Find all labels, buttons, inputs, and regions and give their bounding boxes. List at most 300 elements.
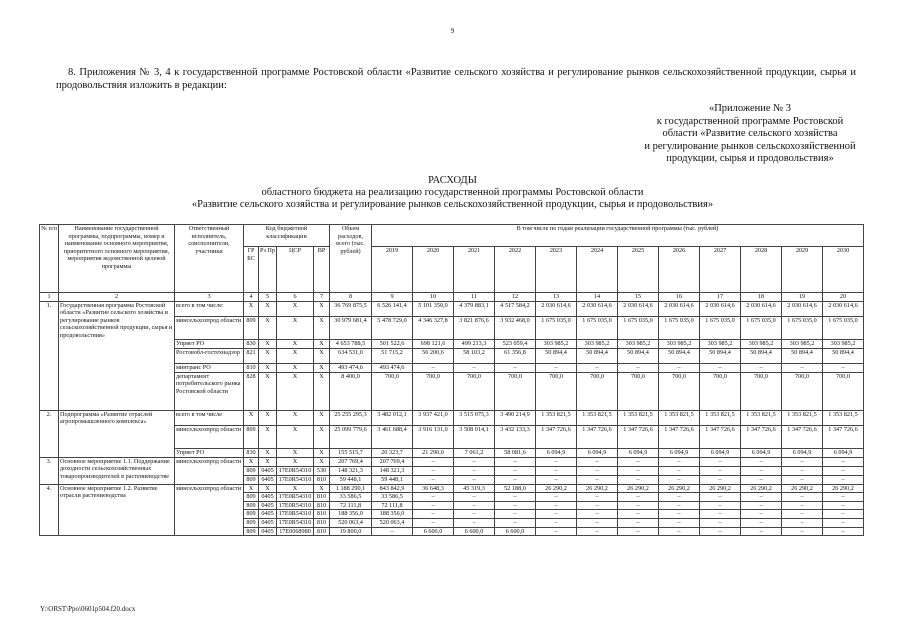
column-number: 14 (577, 293, 618, 302)
cell-amount: – (782, 457, 823, 466)
document-title: РАСХОДЫ (428, 175, 477, 186)
cell-responsible: всего в том числе: (175, 301, 244, 316)
cell-amount: – (618, 493, 659, 502)
cell-amount: – (536, 457, 577, 466)
cell-code: X (314, 301, 330, 316)
program-title: «Развитие сельского хозяйства и регулирование рынков сельскохозяйственной продукции, сырья и продовольствия» (191, 199, 714, 210)
cell-amount: – (741, 475, 782, 484)
expenses-table (39, 224, 864, 536)
cell-amount: 2 030 614,6 (659, 301, 700, 316)
cell-code: 809 (244, 466, 259, 475)
cell-amount: – (495, 466, 536, 475)
column-number: 20 (823, 293, 864, 302)
cell-code: X (277, 410, 314, 425)
cell-amount: 50 894,4 (577, 348, 618, 363)
cell-amount: – (741, 363, 782, 372)
cell-amount: 26 290,2 (741, 484, 782, 493)
cell-amount: 45 319,3 (454, 484, 495, 493)
cell-code: 0405 (259, 475, 277, 484)
cell-responsible: минтранс РО (175, 363, 244, 372)
table-row (40, 301, 864, 316)
cell-code: X (277, 457, 314, 466)
cell-amount: 1 347 726,6 (700, 425, 741, 448)
cell-code: X (314, 316, 330, 339)
cell-amount: – (577, 363, 618, 372)
cell-code: 17Е0R54310 (277, 493, 314, 502)
cell-code: 810 (314, 475, 330, 484)
cell-code: 830 (244, 339, 259, 348)
cell-amount: – (495, 493, 536, 502)
cell-amount: – (413, 475, 454, 484)
cell-amount: 520 063,4 (330, 518, 372, 527)
cell-code: X (259, 457, 277, 466)
cell-amount: 3 821 876,6 (454, 316, 495, 339)
cell-amount: 3 490 214,9 (495, 410, 536, 425)
cell-code: 809 (244, 425, 259, 448)
cell-amount: – (823, 527, 864, 536)
cell-amount: – (577, 518, 618, 527)
cell-amount: 4 379 883,1 (454, 301, 495, 316)
cell-code: X (244, 410, 259, 425)
cell-amount: – (454, 510, 495, 519)
cell-code: 828 (244, 372, 259, 410)
cell-amount: 6 094,9 (782, 448, 823, 457)
cell-amount: – (659, 501, 700, 510)
cell-amount: – (577, 475, 618, 484)
header-year: 2024 (577, 247, 618, 293)
cell-code: X (244, 301, 259, 316)
cell-amount: – (700, 466, 741, 475)
cell-amount: – (536, 518, 577, 527)
cell-code: 0405 (259, 493, 277, 502)
cell-amount: 303 985,2 (618, 339, 659, 348)
cell-amount: 1 675 035,0 (823, 316, 864, 339)
cell-amount: 20 323,7 (372, 448, 413, 457)
cell-amount: 148 321,3 (372, 466, 413, 475)
cell-amount: 1 353 821,5 (741, 410, 782, 425)
cell-name: Основное мероприятие 1.1. Поддержание доходности сельскохозяйственных товаропроизводителей в растениеводстве (59, 457, 175, 484)
cell-responsible: всего в том числе (175, 410, 244, 425)
cell-amount: 3 937 421,0 (413, 410, 454, 425)
cell-amount: – (536, 475, 577, 484)
table-row (40, 457, 864, 466)
cell-amount: 1 675 035,0 (782, 316, 823, 339)
cell-code: X (259, 425, 277, 448)
cell-amount: – (823, 457, 864, 466)
header-year: 2021 (454, 247, 495, 293)
cell-amount: 698 121,6 (413, 339, 454, 348)
cell-num: 4. (40, 484, 59, 536)
appendix-line: и регулирование рынков сельскохозяйственной (644, 140, 856, 152)
cell-amount: 1 347 726,6 (536, 425, 577, 448)
appendix-caption (540, 103, 905, 166)
cell-amount: 303 985,2 (659, 339, 700, 348)
appendix-line: «Приложение № 3 (708, 103, 792, 114)
cell-code: X (259, 484, 277, 493)
cell-name: Основное мероприятие 1.2. Развитие отрасли растениеводства (59, 484, 175, 536)
cell-code: X (259, 301, 277, 316)
cell-amount: 6 094,9 (700, 448, 741, 457)
cell-code: 810 (244, 363, 259, 372)
cell-amount: 50 894,4 (700, 348, 741, 363)
cell-code: X (244, 484, 259, 493)
header-year: 2030 (823, 247, 864, 293)
cell-amount: 50 894,4 (782, 348, 823, 363)
cell-amount: 36 648,3 (413, 484, 454, 493)
cell-amount: – (823, 363, 864, 372)
cell-amount: 30 979 681,4 (330, 316, 372, 339)
cell-code: 809 (244, 501, 259, 510)
cell-amount: – (823, 466, 864, 475)
cell-amount: 72 111,8 (372, 501, 413, 510)
header-year: 2025 (618, 247, 659, 293)
cell-amount: 2 030 614,6 (700, 301, 741, 316)
cell-amount: 2 030 614,6 (577, 301, 618, 316)
appendix-line: продукции, сырья и продовольствия» (666, 153, 834, 164)
cell-code: 809 (244, 510, 259, 519)
cell-responsible: минсельхозпрод области (175, 316, 244, 339)
cell-responsible: минсельхозпрод области (175, 457, 244, 484)
footer-path: Y:\ORST\Ppo\0601p504.f20.docx (40, 605, 136, 613)
cell-code: 17Е0R54310 (277, 510, 314, 519)
cell-amount: – (700, 518, 741, 527)
column-number: 12 (495, 293, 536, 302)
header-year: 2028 (741, 247, 782, 293)
cell-amount: 33 586,5 (372, 493, 413, 502)
header-year: 2022 (495, 247, 536, 293)
document-subtitle: областного бюджета на реализацию государственной программы Ростовской области (261, 187, 644, 198)
cell-amount: 50 894,4 (618, 348, 659, 363)
cell-amount: – (577, 466, 618, 475)
cell-amount: 843 842,9 (372, 484, 413, 493)
cell-amount: 8 400,0 (330, 372, 372, 410)
cell-code: X (314, 348, 330, 363)
cell-amount: 1 675 035,0 (536, 316, 577, 339)
cell-code: 809 (244, 527, 259, 536)
cell-amount: – (536, 510, 577, 519)
cell-amount: 3 515 075,3 (454, 410, 495, 425)
cell-amount: 700,0 (495, 372, 536, 410)
cell-amount: – (536, 363, 577, 372)
cell-code: 810 (314, 501, 330, 510)
cell-amount: – (782, 501, 823, 510)
cell-amount: 1 353 821,5 (700, 410, 741, 425)
cell-code: X (314, 339, 330, 348)
cell-amount: 4 346 327,8 (413, 316, 454, 339)
cell-code: 0405 (259, 501, 277, 510)
cell-amount: 51 715,2 (372, 348, 413, 363)
cell-amount: 700,0 (782, 372, 823, 410)
cell-amount: 4 517 584,2 (495, 301, 536, 316)
column-number: 17 (700, 293, 741, 302)
cell-amount: 3 508 014,1 (454, 425, 495, 448)
table-row (40, 484, 864, 493)
cell-code: 530 (314, 466, 330, 475)
cell-amount: – (372, 527, 413, 536)
cell-amount: – (413, 518, 454, 527)
cell-amount: 1 353 821,5 (659, 410, 700, 425)
cell-amount: – (413, 501, 454, 510)
cell-amount: 3 432 133,3 (495, 425, 536, 448)
cell-amount: 3 482 012,1 (372, 410, 413, 425)
cell-amount: 700,0 (618, 372, 659, 410)
cell-amount: 3 932 468,0 (495, 316, 536, 339)
cell-amount: 52 188,0 (495, 484, 536, 493)
cell-code: 0405 (259, 527, 277, 536)
cell-amount: – (495, 518, 536, 527)
cell-amount: – (577, 510, 618, 519)
cell-amount: 303 985,2 (782, 339, 823, 348)
header-grbs: ГР БС (244, 247, 259, 293)
header-responsible: Ответственный исполнитель, соисполнители, участники (175, 225, 244, 293)
cell-amount: 6 094,9 (577, 448, 618, 457)
cell-amount: 2 030 614,6 (618, 301, 659, 316)
cell-amount: – (618, 501, 659, 510)
cell-amount: 26 290,2 (577, 484, 618, 493)
column-number: 16 (659, 293, 700, 302)
cell-amount: 700,0 (454, 372, 495, 410)
cell-amount: 1 347 726,6 (577, 425, 618, 448)
cell-amount: 303 985,2 (741, 339, 782, 348)
cell-amount: – (618, 363, 659, 372)
cell-code: 809 (244, 493, 259, 502)
cell-amount: 25 255 295,3 (330, 410, 372, 425)
cell-amount: 1 347 726,6 (741, 425, 782, 448)
cell-amount: – (413, 363, 454, 372)
header-year: 2023 (536, 247, 577, 293)
cell-amount: 6 600,0 (495, 527, 536, 536)
cell-amount: 6 094,9 (536, 448, 577, 457)
cell-amount: 50 894,4 (823, 348, 864, 363)
cell-code: 821 (244, 348, 259, 363)
cell-code: X (259, 448, 277, 457)
cell-amount: 700,0 (700, 372, 741, 410)
cell-amount: 5 101 350,0 (413, 301, 454, 316)
cell-amount: 59 448,1 (330, 475, 372, 484)
column-number: 6 (277, 293, 314, 302)
cell-amount: 3 461 688,4 (372, 425, 413, 448)
column-number: 9 (372, 293, 413, 302)
cell-amount: 1 347 726,6 (823, 425, 864, 448)
cell-amount: 1 353 821,5 (618, 410, 659, 425)
cell-code: 0405 (259, 466, 277, 475)
cell-amount: 1 347 726,6 (659, 425, 700, 448)
cell-amount: – (536, 466, 577, 475)
cell-amount: – (659, 493, 700, 502)
cell-code: X (314, 363, 330, 372)
cell-code: 810 (314, 493, 330, 502)
cell-amount: 26 290,2 (536, 484, 577, 493)
header-csr: ЦСР (277, 247, 314, 293)
cell-amount: 700,0 (823, 372, 864, 410)
cell-code: X (314, 448, 330, 457)
cell-amount: 2 030 614,6 (823, 301, 864, 316)
cell-amount: – (495, 363, 536, 372)
cell-amount: 700,0 (741, 372, 782, 410)
cell-code: X (277, 339, 314, 348)
cell-amount: 1 675 035,0 (618, 316, 659, 339)
cell-code: 809 (244, 316, 259, 339)
cell-code: X (277, 363, 314, 372)
cell-amount: 50 894,4 (536, 348, 577, 363)
cell-amount: – (454, 457, 495, 466)
cell-responsible: Ростовобл-гостехнадзор (175, 348, 244, 363)
cell-amount: – (700, 363, 741, 372)
cell-amount: 72 111,8 (330, 501, 372, 510)
column-number: 19 (782, 293, 823, 302)
cell-amount: – (577, 457, 618, 466)
cell-amount: – (659, 527, 700, 536)
cell-amount: 26 290,2 (823, 484, 864, 493)
intro-paragraph: 8. Приложения № 3, 4 к государственной программе Ростовской области «Развитие сельского хозяйства и регулирование рынков сельскохозяйственной продукции, сырья и продовольствия изложить в редакции: (56, 67, 856, 91)
cell-amount: – (741, 527, 782, 536)
cell-amount: 303 985,2 (823, 339, 864, 348)
table-row (40, 410, 864, 425)
cell-amount: – (659, 457, 700, 466)
cell-amount: 303 985,2 (700, 339, 741, 348)
cell-amount: – (618, 518, 659, 527)
cell-amount: – (700, 457, 741, 466)
cell-responsible: минсельхозпрод области (175, 484, 244, 536)
cell-amount: 1 347 726,6 (782, 425, 823, 448)
cell-amount: 155 515,7 (330, 448, 372, 457)
cell-code: 809 (244, 475, 259, 484)
cell-amount: – (782, 363, 823, 372)
cell-code: 17Е0R54310 (277, 466, 314, 475)
cell-amount: 303 985,2 (536, 339, 577, 348)
cell-amount: 700,0 (536, 372, 577, 410)
column-number: 18 (741, 293, 782, 302)
header-num: № п/п (40, 225, 59, 293)
cell-amount: 303 985,2 (577, 339, 618, 348)
cell-amount: 6 094,9 (659, 448, 700, 457)
cell-code: 810 (314, 527, 330, 536)
cell-amount: 2 030 614,6 (782, 301, 823, 316)
column-number: 2 (59, 293, 175, 302)
cell-responsible: Упрвет РО (175, 339, 244, 348)
cell-amount: 7 061,2 (454, 448, 495, 457)
cell-amount: 21 290,0 (413, 448, 454, 457)
header-year: 2019 (372, 247, 413, 293)
header-rzpr: Рз Пр (259, 247, 277, 293)
cell-num: 2. (40, 410, 59, 457)
header-volume: Объем расходов, всего (тыс. рублей) (330, 225, 372, 293)
header-budget-code: Код бюджетной классификации (244, 225, 330, 247)
cell-amount: – (782, 510, 823, 519)
cell-amount: – (577, 527, 618, 536)
cell-amount: 188 356,0 (372, 510, 413, 519)
cell-amount: 3 916 131,0 (413, 425, 454, 448)
cell-amount: 1 353 821,5 (577, 410, 618, 425)
cell-amount: – (659, 475, 700, 484)
cell-amount: – (413, 466, 454, 475)
cell-amount: 700,0 (413, 372, 454, 410)
cell-amount: 50 894,4 (659, 348, 700, 363)
cell-code: 810 (314, 510, 330, 519)
cell-amount: – (659, 510, 700, 519)
cell-amount: – (700, 501, 741, 510)
cell-amount: 33 586,5 (330, 493, 372, 502)
cell-amount: – (618, 527, 659, 536)
cell-amount: 501 522,6 (372, 339, 413, 348)
cell-code: X (259, 363, 277, 372)
cell-num: 1. (40, 301, 59, 410)
cell-num: 3. (40, 457, 59, 484)
cell-code: 810 (314, 518, 330, 527)
cell-amount: – (577, 501, 618, 510)
cell-code: 17Е0R54310 (277, 475, 314, 484)
page-number: 9 (450, 27, 455, 35)
cell-amount: 520 063,4 (372, 518, 413, 527)
cell-amount: 26 290,2 (659, 484, 700, 493)
cell-code: X (244, 457, 259, 466)
column-number: 11 (454, 293, 495, 302)
cell-amount: – (700, 493, 741, 502)
cell-code: 17Е0068980 (277, 527, 314, 536)
cell-code: X (277, 348, 314, 363)
cell-amount: 1 188 290,1 (330, 484, 372, 493)
cell-amount: – (495, 501, 536, 510)
cell-amount: – (413, 457, 454, 466)
cell-amount: – (782, 527, 823, 536)
cell-amount: 6 094,9 (823, 448, 864, 457)
cell-amount: 493 474,6 (372, 363, 413, 372)
cell-amount: 634 531,0 (330, 348, 372, 363)
cell-responsible: департамент потребительского рынка Ростовской области (175, 372, 244, 410)
cell-amount: 700,0 (372, 372, 413, 410)
cell-code: X (259, 372, 277, 410)
cell-code: X (277, 316, 314, 339)
cell-amount: 1 675 035,0 (659, 316, 700, 339)
cell-amount: 2 030 614,6 (536, 301, 577, 316)
column-number: 4 (244, 293, 259, 302)
cell-amount: 1 675 035,0 (700, 316, 741, 339)
cell-amount: – (413, 493, 454, 502)
cell-code: X (314, 410, 330, 425)
cell-amount: – (618, 466, 659, 475)
cell-amount: 25 099 779,6 (330, 425, 372, 448)
column-number: 1 (40, 293, 59, 302)
cell-code: 809 (244, 518, 259, 527)
cell-amount: 6 094,9 (618, 448, 659, 457)
cell-amount: – (741, 493, 782, 502)
cell-code: X (314, 425, 330, 448)
cell-amount: 26 290,2 (618, 484, 659, 493)
cell-code: 830 (244, 448, 259, 457)
cell-amount: 1 675 035,0 (577, 316, 618, 339)
cell-amount: – (782, 475, 823, 484)
cell-amount: 6 600,0 (454, 527, 495, 536)
header-years-title: В том числе по годам реализации государственной программы (тыс. рублей) (372, 225, 864, 247)
header-name: Наименование государственной программы, подпрограммы, номер и наименование основного мероприятия, приоритетного основного мероприятия, мероприятия ведомственной целевой программы (59, 225, 175, 293)
cell-amount: 148 321,3 (330, 466, 372, 475)
cell-amount: – (454, 475, 495, 484)
column-number: 13 (536, 293, 577, 302)
cell-amount: – (741, 510, 782, 519)
cell-code: X (259, 339, 277, 348)
cell-code: X (277, 448, 314, 457)
cell-amount: 700,0 (659, 372, 700, 410)
cell-amount: 5 478 729,0 (372, 316, 413, 339)
cell-amount: 56 200,6 (413, 348, 454, 363)
cell-amount: 1 353 821,5 (782, 410, 823, 425)
cell-code: X (314, 484, 330, 493)
appendix-line: к государственной программе Ростовской (656, 115, 844, 127)
cell-name: Подпрограмма «Развитие отраслей агропромышленного комплекса» (59, 410, 175, 457)
cell-amount: 4 653 788,5 (330, 339, 372, 348)
cell-amount: 2 030 614,6 (741, 301, 782, 316)
cell-amount: 700,0 (577, 372, 618, 410)
